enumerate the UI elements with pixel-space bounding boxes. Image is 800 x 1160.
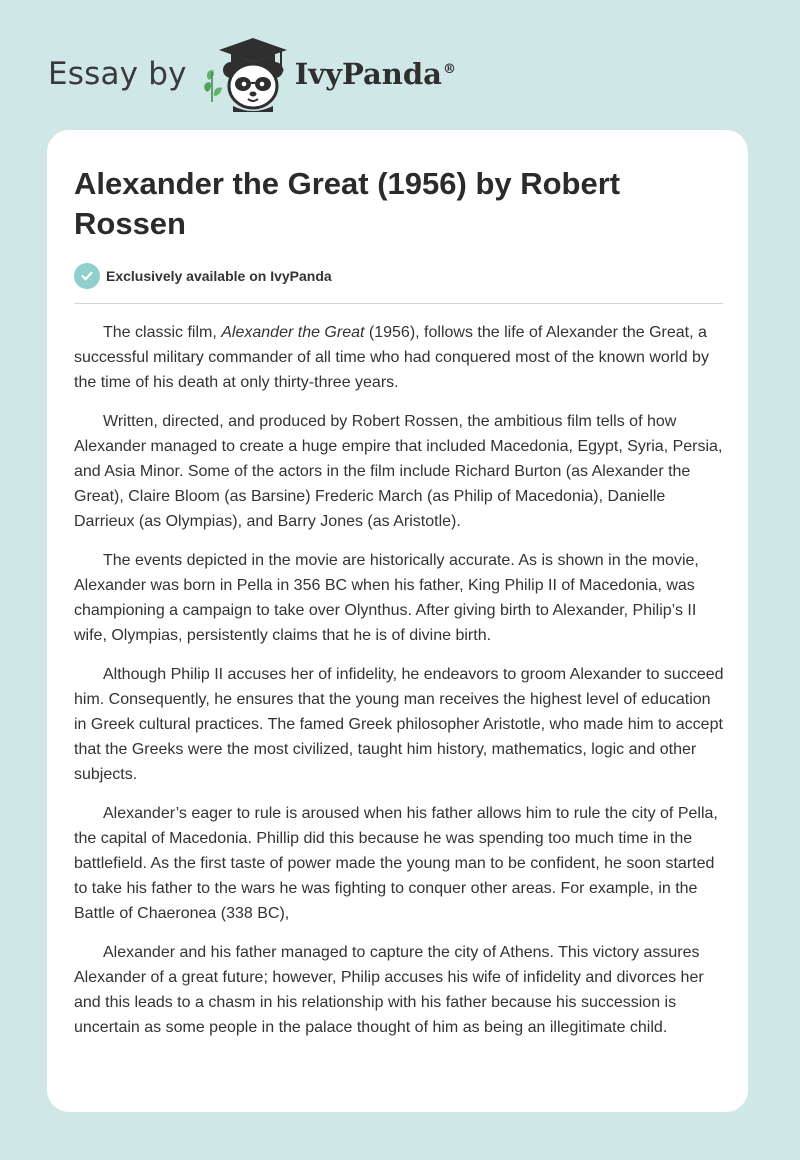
essay-card — [47, 130, 748, 1112]
exclusive-badge — [74, 263, 332, 289]
paragraph: The classic film, Alexander the Great (1956), follows the life of Alexander the Great, a successful military commander of all time who had conquered most of the known world by the time of his death at only thirty-three years. — [74, 324, 709, 391]
site-header — [48, 34, 456, 114]
checkmark-circle-icon — [74, 263, 100, 289]
paragraph: The events depicted in the movie are historically accurate. As is shown in the movie, Alexander was born in Pella in 356 BC when his father, King Philip II of Macedonia, was championing a campaign to take over Olynthus. After giving birth to Alexander, Philip’s II wife, Olympias, persistently claims that he is of divine birth. — [74, 552, 699, 644]
paragraph: Although Philip II accuses her of infidelity, he endeavors to groom Alexander to succeed him. Consequently, he ensures that the young man receives the highest level of education in Greek cultural practices. The famed Greek philosopher Aristotle, who made him to accept that the Greeks were the most civilized, taught him history, mathematics, logic and other subjects. — [74, 666, 724, 783]
brand-name[interactable]: IvyPanda® — [294, 57, 456, 91]
essay-title: Alexander the Great (1956) by Robert Rossen — [74, 166, 621, 241]
divider — [74, 303, 723, 304]
panda-graduate-icon[interactable] — [201, 36, 291, 112]
paragraph: Alexander and his father managed to capture the city of Athens. This victory assures Alexander of a great future; however, Philip accuses his wife of infidelity and divorces her and this leads to a chasm in his relationship with his father because his succession is uncertain as some people in the palace thought of him as being an illegitimate child. — [74, 944, 704, 1036]
film-title-italic: Alexander the Great — [221, 324, 365, 341]
paragraph: Written, directed, and produced by Robert Rossen, the ambitious film tells of how Alexander managed to create a huge empire that included Macedonia, Egypt, Syria, Persia, and Asia Minor. Some of the actors in the film include Richard Burton (as Alexander the Great), Claire Bloom (as Barsine) Frederic March (as Philip of Macedonia), Danielle Darrieux (as Olympias), and Barry Jones (as Aristotle). — [74, 413, 723, 530]
exclusive-label: Exclusively available on IvyPanda — [106, 268, 332, 284]
paragraph: Alexander’s eager to rule is aroused when his father allows him to rule the city of Pella, the capital of Macedonia. Phillip did this because he was spending too much time in the battlefield. As the first taste of power made the young man to be confident, he soon started to take his father to the wars he was fighting to conquer other areas. For example, in the Battle of Chaeronea (338 BC), — [74, 805, 718, 922]
essay-body — [74, 320, 724, 1054]
brand-prefix: Essay by — [48, 56, 187, 92]
registered-mark: ® — [442, 62, 456, 78]
